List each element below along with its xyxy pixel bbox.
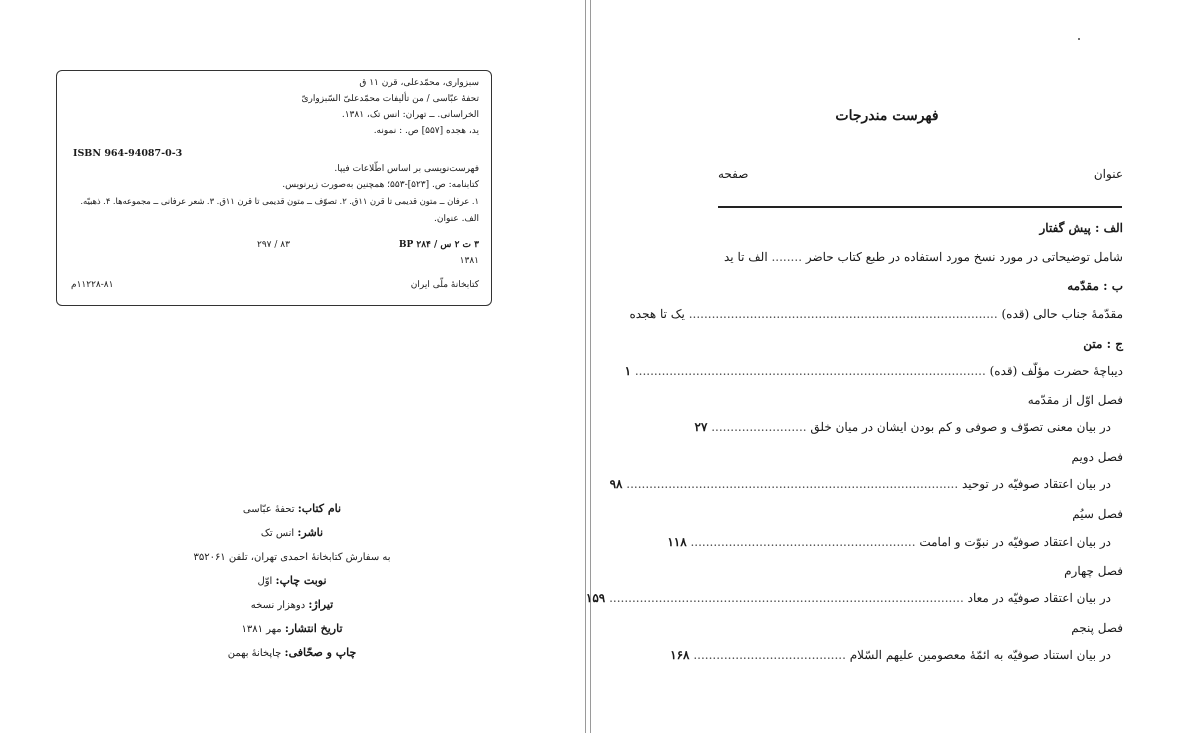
card-line-title: تحفهٔ عبّاسی / من تألیفات محمّدعلیّ السّبزواریّ [301,94,479,104]
toc-entry-chapter-5: در بیان استناد صوفیّه به ائمّهٔ معصومین علیهم السّلام ........................................ ۱۶۸ [670,648,1111,662]
catalog-card [56,70,492,306]
imprint-circulation: تیراژ: دوهزار نسخه [250,598,334,611]
toc-chapter-4: فصل چهارم [1064,564,1123,578]
imprint-block [0,497,584,665]
toc-header-rule [718,206,1122,208]
toc-chapter-3: فصل سیُم [1072,507,1123,521]
toc-chapter-5: فصل پنجم [1071,621,1123,635]
card-class-number: ۳ ت ۲ س / BP ۲۸۴ [398,240,479,250]
toc-header-page: صفحه [718,167,749,181]
toc-chapter-2: فصل دویم [1071,450,1123,464]
card-library-number: ۱۱۲۲۸-۸۱م [71,280,114,290]
toc-entry-chapter-1: در بیان معنی تصوّف و صوفی و کم بودن ایشان در میان خلق ......................... ۲۷ [694,420,1111,434]
toc-header-title: عنوان [1093,167,1123,181]
card-line-bibliography: کتابنامه: ص. [۵۲۳]-۵۵۳؛ همچنین به‌صورت زیرنویس. [282,180,479,190]
imprint-book-name: نام کتاب: تحفهٔ عبّاسی [242,502,342,515]
toc-section-preface: الف : پیش گفتار [1039,221,1123,235]
imprint-printer: چاپ و صحّافی: چاپخانهٔ بهمن [227,646,357,659]
card-line-subjects: ۱. عرفان ــ متون قدیمی تا قرن ۱۱ق. ۲. تصوّف ــ متون قدیمی تا قرن ۱۱ق. ۳. شعر عرفانی ــ مجموعه‌ها. ۴. ذهبیّه. [80,196,479,206]
page-speck [1078,38,1080,40]
card-line-publisher: الخراسانی. ــ تهران: انس تک، ۱۳۸۱. [341,110,479,120]
card-isbn: ISBN 964-94087-0-3 [73,148,183,159]
imprint-order-note: به سفارش کتابخانهٔ احمدی تهران، تلفن ۳۵۲۰۶۱ [193,552,391,563]
book-gutter [584,0,593,733]
card-line-index: الف. عنوان. [434,214,479,224]
card-line-pages: ید، هجده [۵۵۷] ص. : نمونه. [373,126,479,136]
toc-entry-preface: شامل توضیحاتی در مورد نسخ مورد استفاده در طبع کتاب حاضر ........ الف تا ید [723,250,1123,264]
card-year: ۱۳۸۱ [459,256,479,266]
toc-chapter-1: فصل اوّل از مقدّمه [1027,393,1123,407]
toc-section-introduction: ب : مقدّمه [1067,279,1123,293]
imprint-publisher: ناشر: انس تک [260,526,324,539]
card-line-author: سبزواری، محمّدعلی، قرن ۱۱ ق [359,78,479,88]
toc-entry-chapter-3: در بیان اعتقاد صوفیّه در نبوّت و امامت ........................................................... ۱۱۸ [667,535,1111,549]
toc-entry-introduction: مقدّمهٔ جناب حالی (قده) ................................................................................. یک تا هجده [629,307,1123,321]
card-line-note: فهرست‌نویسی بر اساس اطّلاعات فیپا. [334,164,479,174]
card-dewey-number: ۸۳ / ۲۹۷ [257,240,290,250]
toc-entry-chapter-2: در بیان اعتقاد صوفیّه در توحید ....................................................................................... ۹۸ [609,477,1111,491]
toc-section-text: ج : متن [1083,337,1123,351]
imprint-date: تاریخ انتشار: مهر ۱۳۸۱ [241,622,343,635]
toc-entry-foreword: دیباچهٔ حضرت مؤلّف (قده) ............................................................................................ ۱ [624,364,1123,378]
toc-entry-chapter-4: در بیان اعتقاد صوفیّه در معاد ............................................................................................. ۱۵۹ [585,591,1111,605]
left-page [0,0,584,733]
toc-title: فهرست مندرجات [835,108,939,124]
imprint-edition: نوبت چاپ: اوّل [257,574,327,587]
card-library: کتابخانهٔ ملّی ایران [410,280,479,290]
right-page [585,0,1181,733]
